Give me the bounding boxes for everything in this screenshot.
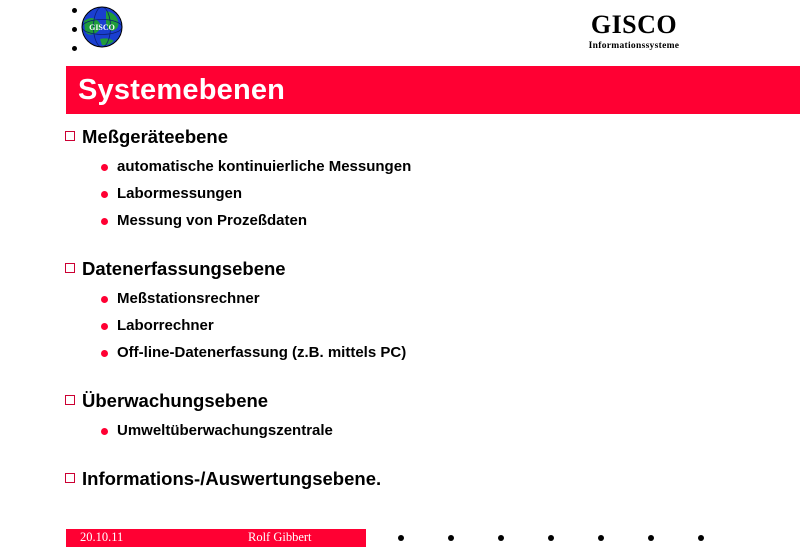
round-bullet-icon xyxy=(101,350,108,357)
footer-decorative-dots xyxy=(390,535,790,543)
spacer xyxy=(0,450,800,468)
decorative-dot-icon xyxy=(598,535,604,541)
globe-logo-icon xyxy=(80,5,124,49)
list-item-label: automatische kontinuierliche Messungen xyxy=(117,158,412,175)
decorative-dot-icon xyxy=(698,535,704,541)
square-bullet-icon xyxy=(65,263,75,273)
spacer xyxy=(0,240,800,258)
list-item-label: Umweltüberwachungszentrale xyxy=(117,422,333,439)
brand-name: GISCO xyxy=(590,10,678,39)
slide-content xyxy=(0,126,800,504)
list-item-label: Meßstationsrechner xyxy=(117,290,260,307)
footer-date: 20.10.11 xyxy=(80,530,124,544)
decorative-dot-icon xyxy=(72,8,77,13)
round-bullet-icon xyxy=(101,323,108,330)
svg-text:GISCO: GISCO xyxy=(89,23,115,32)
round-bullet-icon xyxy=(101,164,108,171)
square-bullet-icon xyxy=(65,395,75,405)
brand-subtitle: Informationssysteme xyxy=(588,41,680,51)
bullet-group xyxy=(0,258,800,362)
bullet-heading xyxy=(0,468,800,494)
square-bullet-icon xyxy=(65,131,75,141)
list-item-label: Labormessungen xyxy=(117,185,243,202)
list-item xyxy=(0,185,800,203)
list-item-label: Messung von Prozeßdaten xyxy=(117,212,308,229)
bullet-heading-label: Informations-/Auswertungsebene. xyxy=(82,468,382,489)
list-item-label: Laborrechner xyxy=(117,317,214,334)
decorative-dot-icon xyxy=(72,27,77,32)
list-item xyxy=(0,422,800,440)
decorative-dot-icon xyxy=(548,535,554,541)
list-item xyxy=(0,158,800,176)
round-bullet-icon xyxy=(101,296,108,303)
round-bullet-icon xyxy=(101,218,108,225)
list-item xyxy=(0,290,800,308)
bullet-heading-label: Datenerfassungsebene xyxy=(82,258,286,279)
decorative-dot-icon xyxy=(72,46,77,51)
list-item xyxy=(0,212,800,230)
page-title: Systemebenen xyxy=(78,73,286,106)
spacer xyxy=(0,372,800,390)
round-bullet-icon xyxy=(101,191,108,198)
list-item xyxy=(0,317,800,335)
decorative-dot-icon xyxy=(398,535,404,541)
bullet-group xyxy=(0,126,800,230)
slide-footer xyxy=(66,529,366,547)
slide-title-bar xyxy=(66,66,800,114)
list-item-label: Off-line-Datenerfassung (z.B. mittels PC) xyxy=(117,344,407,361)
bullet-heading xyxy=(0,258,800,284)
list-item xyxy=(0,344,800,362)
bullet-heading xyxy=(0,390,800,416)
square-bullet-icon xyxy=(65,473,75,483)
bullet-heading-label: Überwachungsebene xyxy=(82,390,269,411)
bullet-group xyxy=(0,390,800,440)
bullet-heading xyxy=(0,126,800,152)
round-bullet-icon xyxy=(101,428,108,435)
decorative-dot-icon xyxy=(648,535,654,541)
decorative-dot-icon xyxy=(448,535,454,541)
decorative-dot-icon xyxy=(498,535,504,541)
bullet-group xyxy=(0,468,800,494)
footer-author: Rolf Gibbert xyxy=(248,530,312,544)
slide-header xyxy=(0,0,800,62)
bullet-heading-label: Meßgeräteebene xyxy=(82,126,228,147)
brand-block xyxy=(544,12,724,51)
